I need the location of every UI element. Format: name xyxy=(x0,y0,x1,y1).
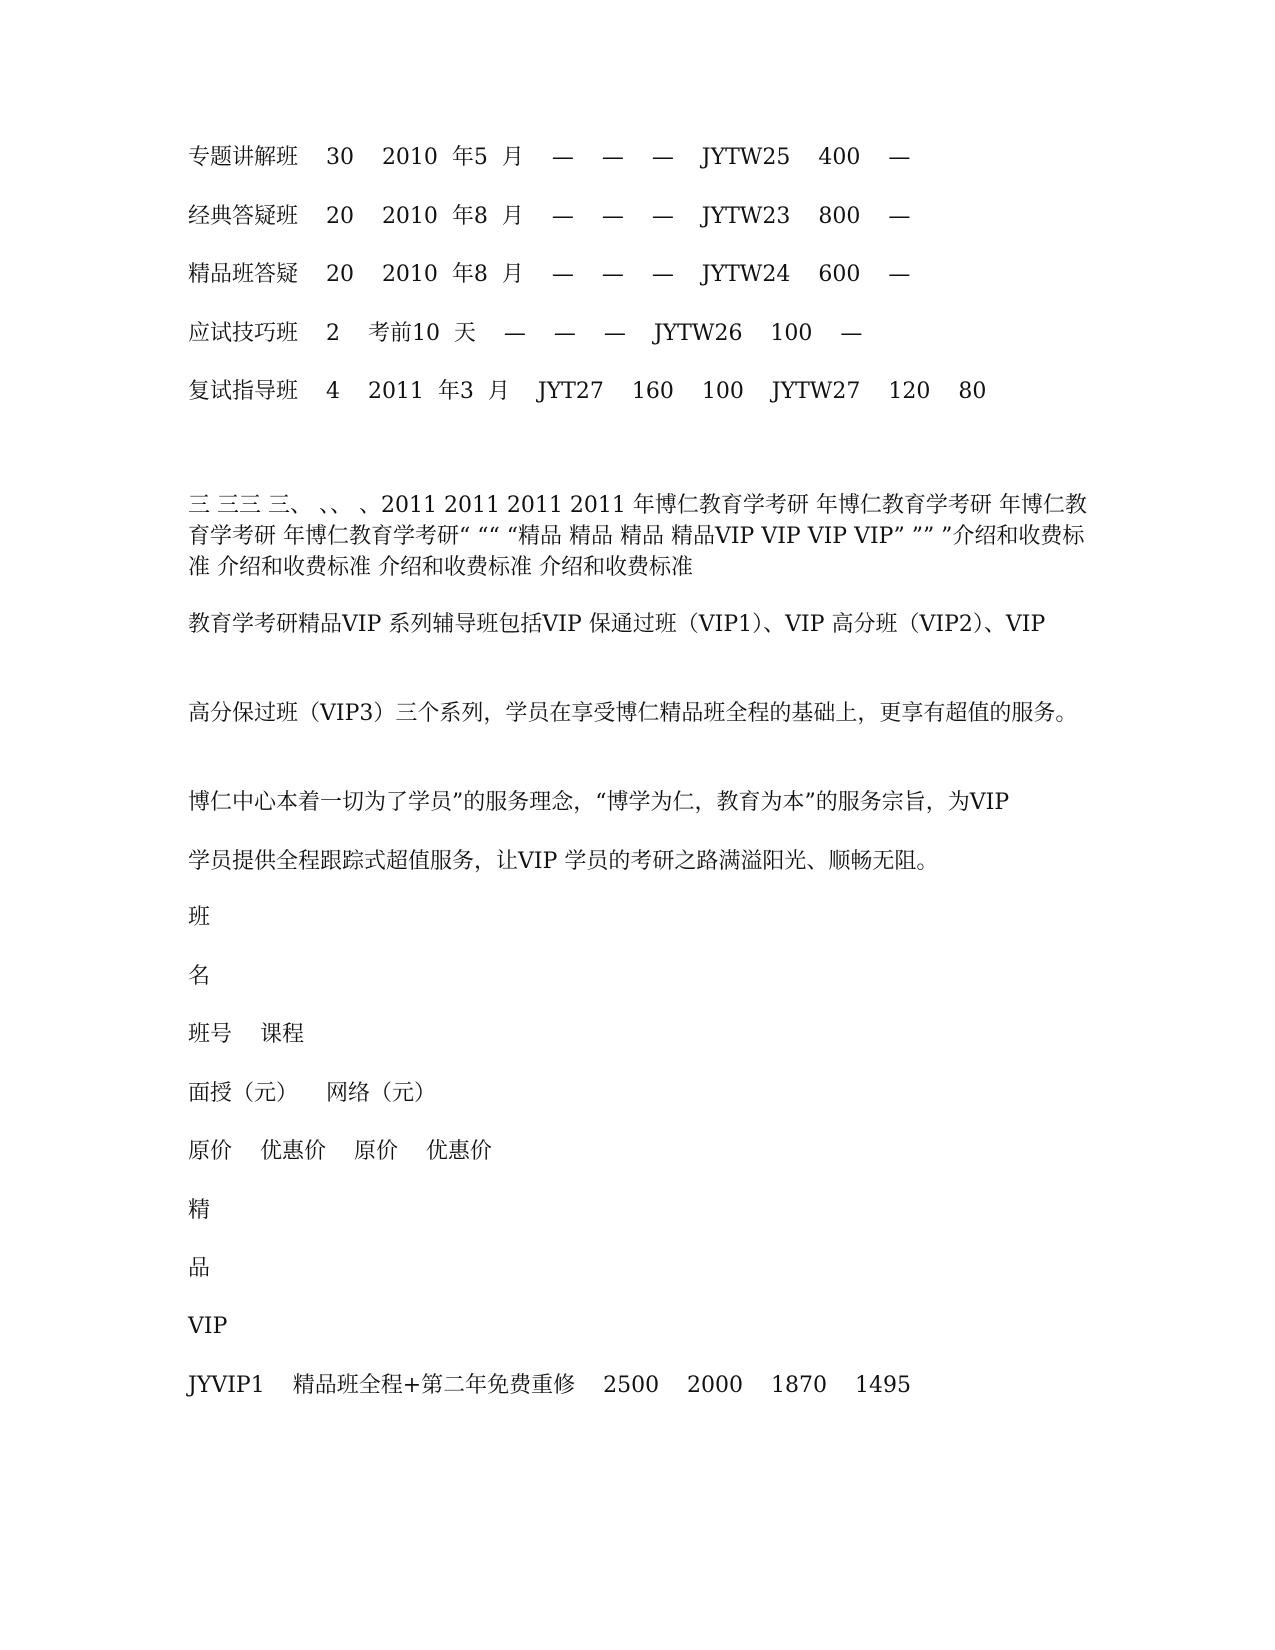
intro-paragraph-3: 博仁中心本着一切为了学员”的服务理念，“博学为仁，教育为本”的服务宗旨，为VIP xyxy=(188,790,1010,815)
fee-row-yingshi: 应试技巧班 2 考前10 天 — — — JYTW26 100 — xyxy=(188,321,863,346)
vip-label-vip: VIP xyxy=(188,1314,228,1339)
table-header-columns: 班号 课程 xyxy=(188,1022,304,1047)
intro-paragraph-1: 教育学考研精品VIP 系列辅导班包括VIP 保通过班（VIP1）、VIP 高分班（VIP2）、VIP xyxy=(188,612,1046,637)
vip-row-jyvip1: JYVIP1 精品班全程+第二年免费重修 2500 2000 1870 1495 xyxy=(188,1373,911,1398)
vip-label-pin: 品 xyxy=(188,1256,211,1281)
fee-row-zhuanti: 专题讲解班 30 2010 年5 月 — — — JYTW25 400 — xyxy=(188,145,911,170)
table-header-prices: 原价 优惠价 原价 优惠价 xyxy=(188,1139,492,1164)
table-header-ming: 名 xyxy=(188,964,211,989)
fee-row-jingpin-dayi: 精品班答疑 20 2010 年8 月 — — — JYTW24 600 — xyxy=(188,262,911,287)
table-header-ban: 班 xyxy=(188,905,211,930)
table-header-delivery: 面授（元） 网络（元） xyxy=(188,1081,436,1106)
section-heading: 三 三三 三、 、、 、2011 2011 2011 2011 年博仁教育学考研 年博仁教育学考研 年博仁教育学考研 年博仁教育学考研“ ““ “精品 精品 精品 精品VIP VIP VIP VIP” ”” ”介绍和收费标准 介绍和收费标准 介绍和收费标准 介绍和收费标准 xyxy=(188,493,1087,580)
fee-row-jingdian: 经典答疑班 20 2010 年8 月 — — — JYTW23 800 — xyxy=(188,204,911,229)
vip-label-jing: 精 xyxy=(188,1198,211,1223)
fee-row-fushi: 复试指导班 4 2011 年3 月 JYT27 160 100 JYTW27 120 80 xyxy=(188,379,987,404)
intro-paragraph-2: 高分保过班（VIP3）三个系列，学员在享受博仁精品班全程的基础上，更享有超值的服务。 xyxy=(188,701,1078,726)
intro-paragraph-4: 学员提供全程跟踪式超值服务，让VIP 学员的考研之路满溢阳光、顺畅无阻。 xyxy=(188,849,939,874)
